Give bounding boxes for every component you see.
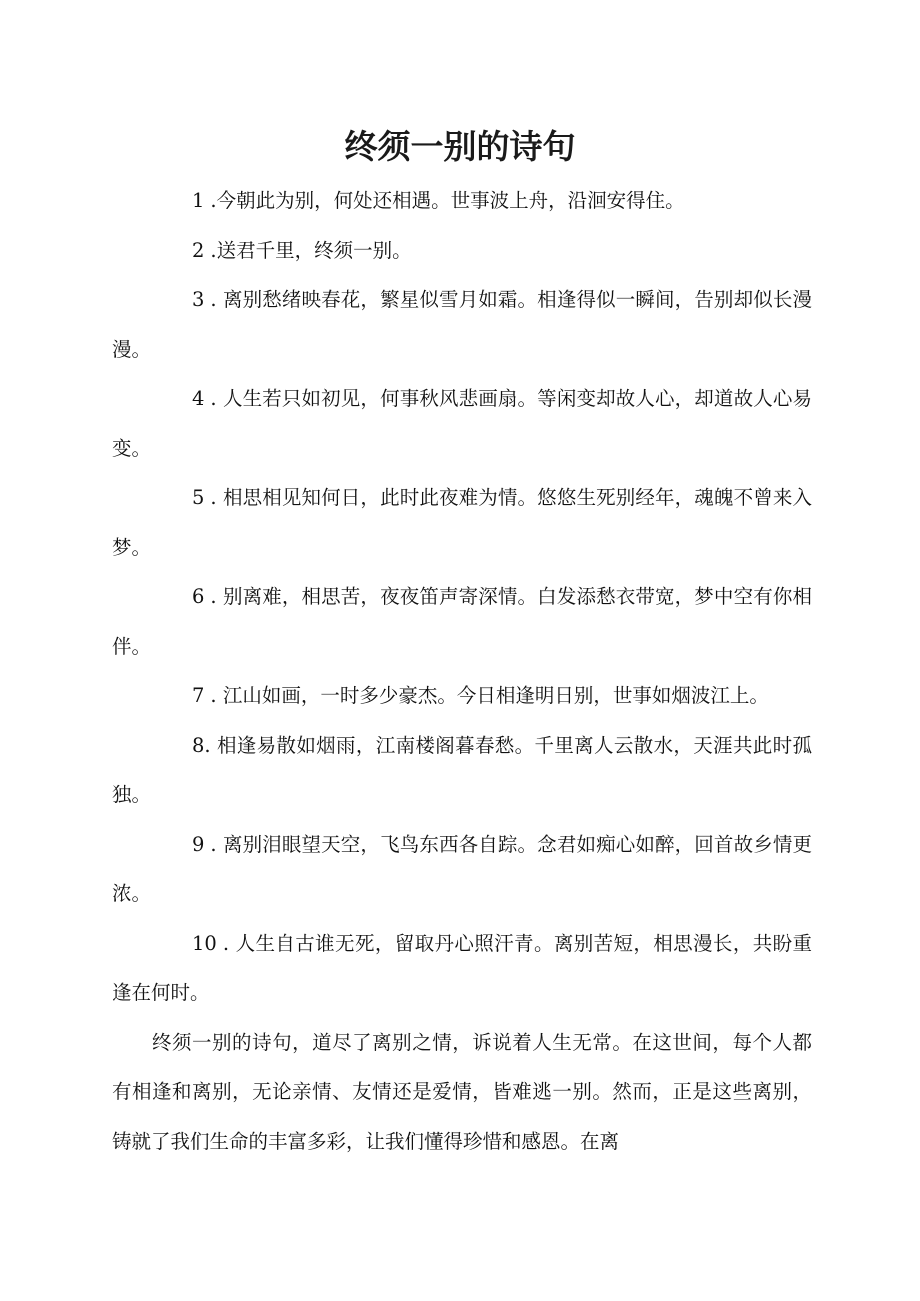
poem-line-5	[112, 473, 812, 572]
poem-line-6	[112, 572, 812, 671]
line-text: 相逢易散如烟雨，江南楼阁暮春愁。千里离人云散水，天涯共此时孤独。	[112, 733, 812, 806]
line-text: . 人生若只如初见，何事秋风悲画扇。等闲变却故人心，却道故人心易变。	[112, 387, 812, 460]
poem-line-1	[112, 176, 812, 226]
poem-line-2	[112, 226, 812, 276]
line-text: . 江山如画，一时多少豪杰。今日相逢明日别，世事如烟波江上。	[210, 684, 769, 707]
line-number: 8.	[192, 733, 211, 757]
line-number: 3	[192, 288, 205, 311]
line-text: . 离别愁绪映春花，繁星似雪月如霜。相逢得似一瞬间，告别却似长漫漫。	[112, 288, 812, 361]
line-text: . 别离难，相思苦，夜夜笛声寄深情。白发添愁衣带宽，梦中空有你相伴。	[112, 585, 812, 658]
line-number: 2	[192, 238, 205, 262]
line-text: . 离别泪眼望天空，飞鸟东西各自踪。念君如痴心如醉，回首故乡情更浓。	[112, 832, 812, 905]
line-text: . 相思相见知何日，此时此夜难为情。悠悠生死别经年，魂魄不曾来入梦。	[112, 486, 812, 559]
poem-line-8	[112, 721, 812, 820]
document-body	[112, 176, 812, 1166]
line-number: 5	[192, 486, 205, 509]
poem-line-9	[112, 820, 812, 919]
poem-line-7	[112, 671, 812, 721]
document-title: 终须一别的诗句	[344, 127, 576, 166]
closing-paragraph: 终须一别的诗句，道尽了离别之情，诉说着人生无常。在这世间，每个人都有相逢和离别，无论亲情、友情还是爱情，皆难逃一别。然而，正是这些离别，铸就了我们生命的丰富多彩，让我们懂得珍惜和感恩。在离	[112, 1030, 812, 1153]
line-text: .送君千里，终须一别。	[210, 238, 412, 262]
poem-line-3	[112, 275, 812, 374]
poem-line-10	[112, 919, 812, 1018]
line-number: 6	[192, 585, 205, 608]
poem-line-4	[112, 374, 812, 473]
line-text: .今朝此为别，何处还相遇。世事波上舟，沿洄安得住。	[210, 189, 685, 212]
line-number: 9	[192, 832, 205, 856]
line-number: 10	[192, 931, 217, 955]
line-number: 4	[192, 387, 205, 410]
line-number: 7	[192, 684, 205, 707]
line-text: . 人生自古谁无死，留取丹心照汗青。离别苦短，相思漫长，共盼重逢在何时。	[112, 931, 812, 1004]
line-number: 1	[192, 189, 205, 212]
